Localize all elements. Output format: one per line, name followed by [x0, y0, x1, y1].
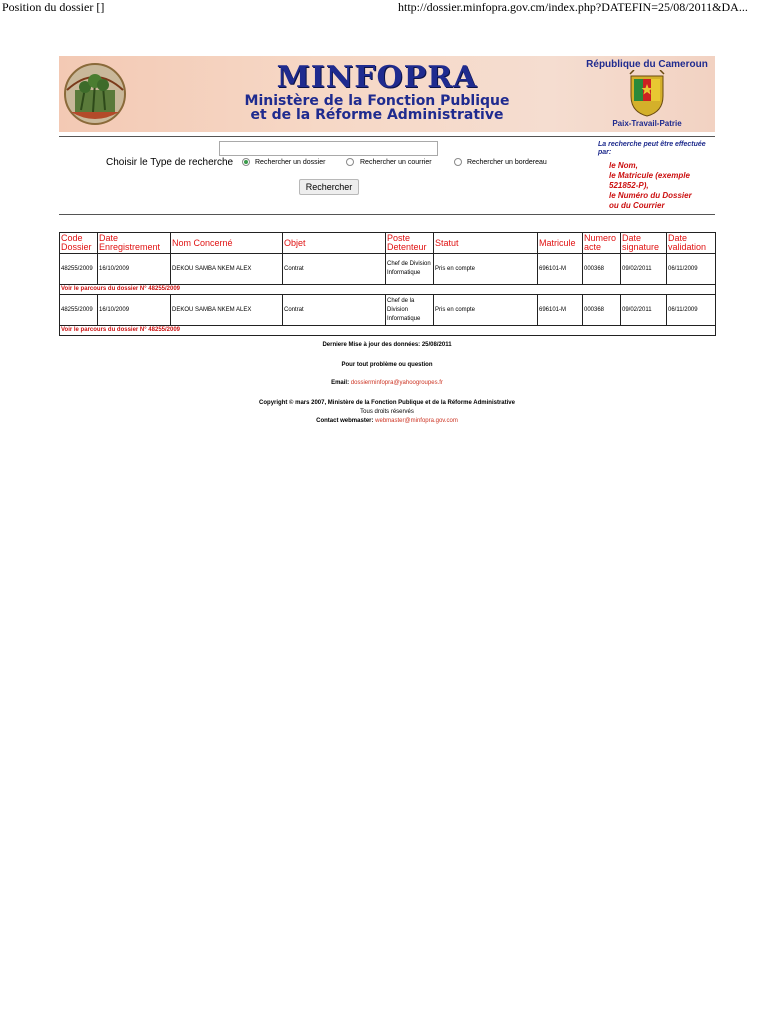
last-update: Derniere Mise à jour des données: 25/08/2011 [322, 342, 452, 348]
cell-matricule: 696101-M [538, 254, 583, 285]
column-header: Statut [434, 233, 538, 254]
cell-poste-detenteur: Chef de Division Informatique [386, 254, 434, 285]
radio-rechercher-bordereau[interactable] [454, 158, 462, 166]
column-header: Date validation [667, 233, 716, 254]
cell-date-validation: 06/11/2009 [667, 295, 716, 326]
banner-acronym: MINFOPRA [276, 60, 478, 95]
cell-nom-concerne: DEKOU SAMBA NKEM ALEX [171, 295, 283, 326]
cell-numero-acte: 000368 [583, 254, 621, 285]
search-type-label: Choisir le Type de recherche [106, 157, 234, 168]
radio-rechercher-dossier[interactable] [242, 158, 250, 166]
radio-label-dossier: Rechercher un dossier [255, 159, 326, 166]
column-header: Date signature [621, 233, 667, 254]
column-header: Nom Concerné [171, 233, 283, 254]
table-link-row [60, 326, 716, 336]
search-help-intro: La recherche peut être effectuée par: [598, 141, 706, 156]
search-input[interactable] [219, 141, 438, 156]
voir-parcours-link[interactable]: Voir le parcours du dossier N° 48255/2009 [61, 286, 181, 292]
cell-objet: Contrat [283, 295, 386, 326]
table-row [60, 254, 716, 285]
search-help-item: ou du Courrier [609, 201, 665, 210]
cell-numero-acte: 000368 [583, 295, 621, 326]
cell-statut: Pris en compte [434, 254, 538, 285]
banner-motto: Paix-Travail-Patrie [612, 119, 682, 128]
cell-date-signature: 09/02/2011 [621, 254, 667, 285]
parcours-cell [60, 326, 716, 336]
column-header: Objet [283, 233, 386, 254]
email-line [59, 379, 715, 387]
column-header: Matricule [538, 233, 583, 254]
search-help-item: le Nom, [609, 161, 638, 170]
rechercher-button[interactable]: Rechercher [299, 179, 359, 195]
radio-rechercher-courrier[interactable] [346, 158, 354, 166]
results-table [59, 232, 716, 336]
cell-objet: Contrat [283, 254, 386, 285]
column-header: Code Dossier [60, 233, 98, 254]
cell-code-dossier: 48255/2009 [60, 295, 98, 326]
cell-poste-detenteur: Chef de la Division Informatique [386, 295, 434, 326]
radio-label-courrier: Rechercher un courrier [360, 159, 432, 166]
search-help [598, 141, 716, 211]
cell-statut: Pris en compte [434, 295, 538, 326]
table-link-row [60, 285, 716, 295]
problem-text: Pour tout problème ou question [341, 362, 433, 368]
parcours-cell [60, 285, 716, 295]
ministry-logo-icon [63, 60, 127, 128]
search-help-item: 521852-P), [609, 181, 649, 190]
banner-country: République du Cameroun [586, 59, 708, 70]
email-label: Email: [331, 380, 350, 386]
webmaster-line [59, 417, 715, 425]
site-banner [59, 56, 715, 132]
cell-code-dossier: 48255/2009 [60, 254, 98, 285]
page-url: http://dossier.minfopra.gov.cm/index.php?DATEFIN=25/08/2011&DA... [398, 0, 748, 14]
cell-date-enregistrement: 16/10/2009 [98, 254, 171, 285]
print-header [0, 0, 768, 16]
divider-middle [59, 214, 715, 215]
column-header: Poste Detenteur [386, 233, 434, 254]
cell-matricule: 696101-M [538, 295, 583, 326]
webmaster-label: Contact webmaster: [316, 418, 374, 424]
search-help-item: le Numéro du Dossier [609, 191, 692, 200]
cell-nom-concerne: DEKOU SAMBA NKEM ALEX [171, 254, 283, 285]
copyright: Copyright © mars 2007, Ministère de la Fonction Publique et de la Réforme Administrative [259, 400, 515, 406]
radio-label-bordereau: Rechercher un bordereau [467, 159, 547, 166]
email-link[interactable]: dossierminfopra@yahoogroupes.fr [350, 380, 443, 386]
cell-date-signature: 09/02/2011 [621, 295, 667, 326]
table-row [60, 295, 716, 326]
column-header: Date Enregistrement [98, 233, 171, 254]
webmaster-link[interactable]: webmaster@minfopra.gov.com [375, 418, 458, 424]
cell-date-enregistrement: 16/10/2009 [98, 295, 171, 326]
column-header: Numero acte [583, 233, 621, 254]
divider-top [59, 136, 715, 137]
cell-date-validation: 06/11/2009 [667, 254, 716, 285]
banner-ministry-line1: Ministère de la Fonction Publique [244, 93, 510, 109]
rights-reserved: Tous droits réservés [360, 409, 414, 415]
banner-ministry-line2: et de la Réforme Administrative [250, 107, 504, 123]
search-help-list [598, 161, 716, 211]
page-title: Position du dossier [] [2, 0, 105, 14]
table-header-row [60, 233, 716, 254]
cameroon-coat-of-arms-icon [628, 70, 666, 118]
voir-parcours-link[interactable]: Voir le parcours du dossier N° 48255/2009 [61, 327, 181, 333]
search-help-item: le Matricule (exemple [609, 171, 690, 180]
